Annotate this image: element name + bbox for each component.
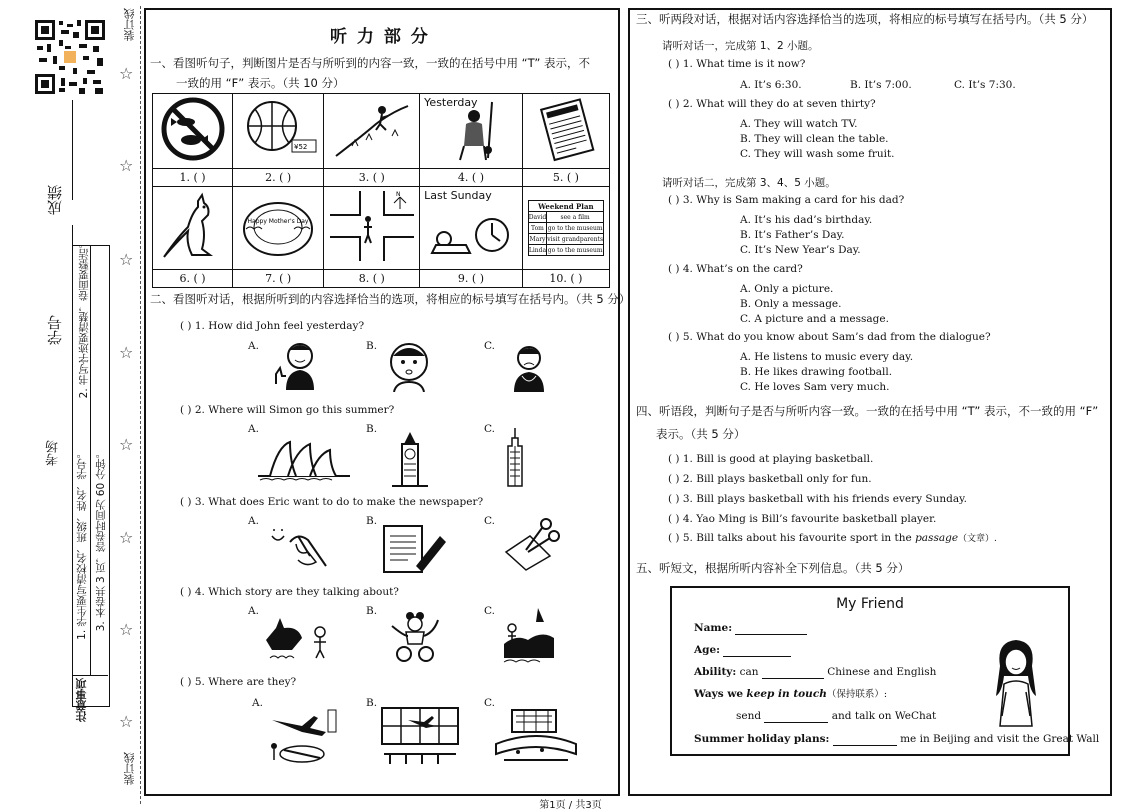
star-icon: ☆ bbox=[119, 64, 134, 83]
ways-row bbox=[694, 688, 887, 701]
hiking-icon bbox=[332, 96, 412, 162]
option-b: B. It’s Father’s Day. bbox=[740, 229, 845, 241]
name-row bbox=[694, 622, 807, 635]
option-c: C. He loves Sam very much. bbox=[740, 381, 890, 393]
option-a: A. It’s his dad’s birthday. bbox=[740, 214, 873, 226]
newspaper-icon bbox=[531, 96, 601, 162]
answer-5[interactable]: 5. ( ) bbox=[522, 169, 609, 187]
ability-label: Ability: bbox=[694, 666, 737, 678]
picture-cell-6 bbox=[153, 187, 233, 270]
last-sunday-label: Last Sunday bbox=[424, 189, 492, 202]
part3-q3[interactable]: ( ) 3. Why is Sam making a card for his dad? bbox=[668, 194, 905, 206]
empire-state-building-icon bbox=[500, 428, 530, 488]
name-underline bbox=[72, 100, 73, 200]
summer-post: me in Beijing and visit the Great Wall bbox=[900, 733, 1100, 745]
plan-name: Mary bbox=[529, 235, 546, 243]
part3-q5[interactable]: ( ) 5. What do you know about Sam’s dad from the dialogue? bbox=[668, 331, 991, 343]
part4-item-5[interactable] bbox=[668, 532, 997, 546]
part4-item-1[interactable]: ( ) 1. Bill is good at playing basketball. bbox=[668, 453, 874, 465]
binding-line-label-top: 装订线 bbox=[123, 8, 136, 41]
option-c: C. It’s 7:30. bbox=[954, 79, 1016, 91]
note-1: 1. 学生要写清校名、班级、姓名、学号。 bbox=[76, 448, 88, 640]
option-c: C. bbox=[484, 423, 495, 435]
picture-cell-4 bbox=[420, 94, 523, 169]
option-b: B. bbox=[366, 340, 378, 352]
ability-post: Chinese and English bbox=[827, 666, 937, 678]
answer-8[interactable]: 8. ( ) bbox=[324, 270, 420, 288]
part2-q1[interactable]: ( ) 1. How did John feel yesterday? bbox=[180, 320, 365, 332]
sad-boy-icon bbox=[506, 340, 552, 392]
answer-3[interactable]: 3. ( ) bbox=[324, 169, 420, 187]
summer-blank[interactable] bbox=[833, 745, 897, 746]
answer-7[interactable]: 7. ( ) bbox=[233, 270, 324, 288]
weekend-plan-table bbox=[528, 200, 604, 256]
plan-name: Tom bbox=[528, 223, 547, 234]
part4-item-4[interactable]: ( ) 4. Yao Ming is Bill’s favourite basketball player. bbox=[668, 513, 937, 525]
sea-story-icon bbox=[498, 604, 556, 664]
option-b: B. bbox=[366, 605, 378, 617]
cake-icon bbox=[238, 191, 318, 261]
option-c: C. bbox=[484, 605, 495, 617]
part2-q2[interactable]: ( ) 2. Where will Simon go this summer? bbox=[180, 404, 395, 416]
part4-heading-2: 表示。（共 5 分） bbox=[656, 427, 746, 441]
writing-paper-icon bbox=[380, 522, 446, 574]
part1-heading-2: 一致的用 “F” 表示。（共 10 分） bbox=[176, 76, 345, 90]
option-c: C. A picture and a message. bbox=[740, 313, 889, 325]
happy-boy-icon bbox=[270, 340, 324, 392]
yesterday-label: Yesterday bbox=[424, 96, 478, 109]
qr-code bbox=[33, 18, 107, 96]
summer-label: Summer holiday plans: bbox=[694, 733, 830, 745]
answer-9[interactable]: 9. ( ) bbox=[420, 270, 523, 288]
hand-drawing-icon bbox=[268, 522, 334, 574]
plan-activity: visit grandparents bbox=[547, 235, 604, 243]
option-b: B. He likes drawing football. bbox=[740, 366, 893, 378]
part3-q2[interactable]: ( ) 2. What will they do at seven thirty? bbox=[668, 98, 876, 110]
option-a: A. bbox=[248, 423, 259, 435]
sleeping-clock-icon bbox=[426, 195, 516, 265]
dialog1-instruction: 请听对话一，完成第 1、2 小题。 bbox=[662, 40, 819, 52]
picture-cell-5 bbox=[522, 94, 609, 169]
option-c: C. bbox=[484, 340, 495, 352]
send-label: send bbox=[736, 710, 762, 722]
plan-activity: go to the museum bbox=[547, 224, 603, 232]
picture-cell-1 bbox=[153, 94, 233, 169]
compass-label: N bbox=[395, 191, 401, 198]
part2-q4[interactable]: ( ) 4. Which story are they talking about? bbox=[180, 586, 399, 598]
summer-row bbox=[694, 733, 1099, 746]
option-a: A. bbox=[248, 605, 259, 617]
picture-cell-2 bbox=[233, 94, 324, 169]
card-title: My Friend bbox=[836, 596, 904, 612]
binding-dashed-line bbox=[140, 6, 141, 804]
option-a: A. bbox=[248, 515, 259, 527]
star-icon: ☆ bbox=[119, 712, 134, 731]
part5-heading: 五、听短文，根据所听内容补全下列信息。（共 5 分） bbox=[636, 561, 910, 575]
picture-cell-3 bbox=[324, 94, 420, 169]
picture-grid bbox=[152, 93, 610, 288]
answer-10[interactable]: 10. ( ) bbox=[522, 270, 609, 288]
keep-in-touch: keep in touch bbox=[746, 688, 827, 700]
option-b: B. bbox=[366, 423, 378, 435]
note-3: 3. 本卷共 3 页，答卷时间为 60 分钟。 bbox=[95, 448, 107, 632]
name-blank[interactable] bbox=[735, 634, 807, 635]
girl-illustration bbox=[986, 636, 1046, 730]
nezha-story-icon bbox=[384, 606, 440, 664]
part3-heading: 三、听两段对话，根据对话内容选择恰当的选项，将相应的标号填写在括号内。（共 5 分） bbox=[636, 12, 1094, 26]
terminal-window-icon bbox=[378, 704, 462, 768]
age-label: Age: bbox=[694, 644, 721, 656]
option-a: A. Only a picture. bbox=[740, 283, 834, 295]
option-b: B. It’s 7:00. bbox=[850, 79, 912, 91]
keep-note: （保持联系）: bbox=[826, 689, 888, 700]
option-a: A. They will watch TV. bbox=[740, 118, 858, 130]
picture-cell-7 bbox=[233, 187, 324, 270]
option-c: C. They will wash some fruit. bbox=[740, 148, 895, 160]
answer-4[interactable]: 4. ( ) bbox=[420, 169, 523, 187]
part4-item-5-text: ( ) 5. Bill talks about his favourite sport in the bbox=[668, 532, 912, 544]
airport-icon bbox=[262, 704, 346, 768]
dialog2-instruction: 请听对话二，完成第 3、4、5 小题。 bbox=[662, 177, 836, 189]
star-icon: ☆ bbox=[119, 620, 134, 639]
opera-house-icon bbox=[256, 432, 352, 484]
answer-1[interactable]: 1. ( ) bbox=[153, 169, 233, 187]
weekend-plan-title: Weekend Plan bbox=[528, 201, 603, 212]
notes-head-divider bbox=[72, 675, 108, 676]
star-icon: ☆ bbox=[119, 528, 134, 547]
page-title: 听 力 部 分 bbox=[330, 27, 430, 47]
option-b: B. bbox=[366, 515, 378, 527]
part2-q3[interactable]: ( ) 3. What does Eric want to do to make the newspaper? bbox=[180, 496, 484, 508]
picture-cell-9 bbox=[420, 187, 523, 270]
picture-cell-10 bbox=[522, 187, 609, 270]
age-blank[interactable] bbox=[723, 656, 791, 657]
send-blank[interactable] bbox=[764, 722, 828, 723]
site-label: 考场 bbox=[46, 440, 61, 466]
answer-6[interactable]: 6. ( ) bbox=[153, 270, 233, 288]
option-b: B. Only a message. bbox=[740, 298, 842, 310]
star-icon: ☆ bbox=[119, 250, 134, 269]
ability-blank[interactable] bbox=[762, 678, 824, 679]
ways-label: Ways we bbox=[694, 688, 744, 700]
worried-boy-icon bbox=[384, 340, 434, 392]
score-label: 成绩 bbox=[46, 185, 64, 215]
id-label: 学号 bbox=[46, 315, 64, 345]
binding-line-label-bottom: 装订线 bbox=[123, 752, 136, 785]
ability-row bbox=[694, 666, 936, 679]
no-fishing-icon bbox=[158, 96, 228, 162]
part3-q4[interactable]: ( ) 4. What’s on the card? bbox=[668, 263, 803, 275]
star-icon: ☆ bbox=[119, 343, 134, 362]
option-c: C. It’s New Year’s Day. bbox=[740, 244, 861, 256]
option-a: A. bbox=[248, 340, 259, 352]
option-b: B. They will clean the table. bbox=[740, 133, 889, 145]
age-row bbox=[694, 644, 791, 657]
passage-word: passage bbox=[915, 532, 959, 544]
send-post: and talk on WeChat bbox=[831, 710, 937, 722]
plan-activity: go to the museum bbox=[547, 246, 603, 254]
cake-text: Happy Mother's Day bbox=[247, 218, 309, 225]
part2-heading: 二、看图听对话，根据所听到的内容选择恰当的选项，将相应的标号填写在括号内。（共 5 分） bbox=[150, 292, 631, 306]
basketball-icon bbox=[238, 96, 318, 162]
crossroads-icon bbox=[330, 191, 414, 261]
answer-2[interactable]: 2. ( ) bbox=[233, 169, 324, 187]
option-a: A. It’s 6:30. bbox=[740, 79, 802, 91]
part4-item-3[interactable]: ( ) 3. Bill plays basketball with his friends every Sunday. bbox=[668, 493, 967, 505]
option-c: C. bbox=[484, 697, 495, 709]
part1-heading: 一、看图听句子，判断图片是否与所听到的内容一致，一致的在括号中用 “T” 表示，不 bbox=[150, 56, 590, 70]
picture-cell-8 bbox=[324, 187, 420, 270]
option-a: A. bbox=[252, 697, 263, 709]
part4-heading: 四、听语段，判断句子是否与所听内容一致。一致的在括号中用 “T” 表示，不一致的用 “F” bbox=[636, 404, 1099, 418]
page-footer: 第1页 / 共3页 bbox=[539, 800, 602, 811]
notes-heading: 注意事项 bbox=[75, 678, 88, 722]
part4-item-2[interactable]: ( ) 2. Bill plays basketball only for fun. bbox=[668, 473, 872, 485]
scissors-cutting-icon bbox=[500, 516, 560, 572]
part3-q1[interactable]: ( ) 1. What time is it now? bbox=[668, 58, 806, 70]
option-b: B. bbox=[366, 697, 378, 709]
ability-pre: can bbox=[739, 666, 759, 678]
train-station-icon bbox=[494, 704, 578, 768]
price-tag: ¥52 bbox=[294, 143, 308, 151]
part2-q5[interactable]: ( ) 5. Where are they? bbox=[180, 676, 297, 688]
plan-name: David bbox=[528, 213, 547, 221]
passage-note: （文章）. bbox=[958, 534, 997, 544]
name-label: Name: bbox=[694, 622, 733, 634]
star-icon: ☆ bbox=[119, 435, 134, 454]
wolf-story-icon bbox=[262, 610, 342, 664]
note-2: 2. 书写字迹要清楚，卷面要整洁。 bbox=[78, 238, 90, 399]
option-a: A. He listens to music every day. bbox=[740, 351, 914, 363]
send-row bbox=[736, 710, 936, 723]
option-c: C. bbox=[484, 515, 495, 527]
big-ben-icon bbox=[390, 430, 430, 488]
kangaroo-icon bbox=[158, 191, 228, 261]
star-icon: ☆ bbox=[119, 156, 134, 175]
plan-name: Linda bbox=[528, 246, 547, 254]
plan-activity: see a film bbox=[547, 212, 604, 223]
